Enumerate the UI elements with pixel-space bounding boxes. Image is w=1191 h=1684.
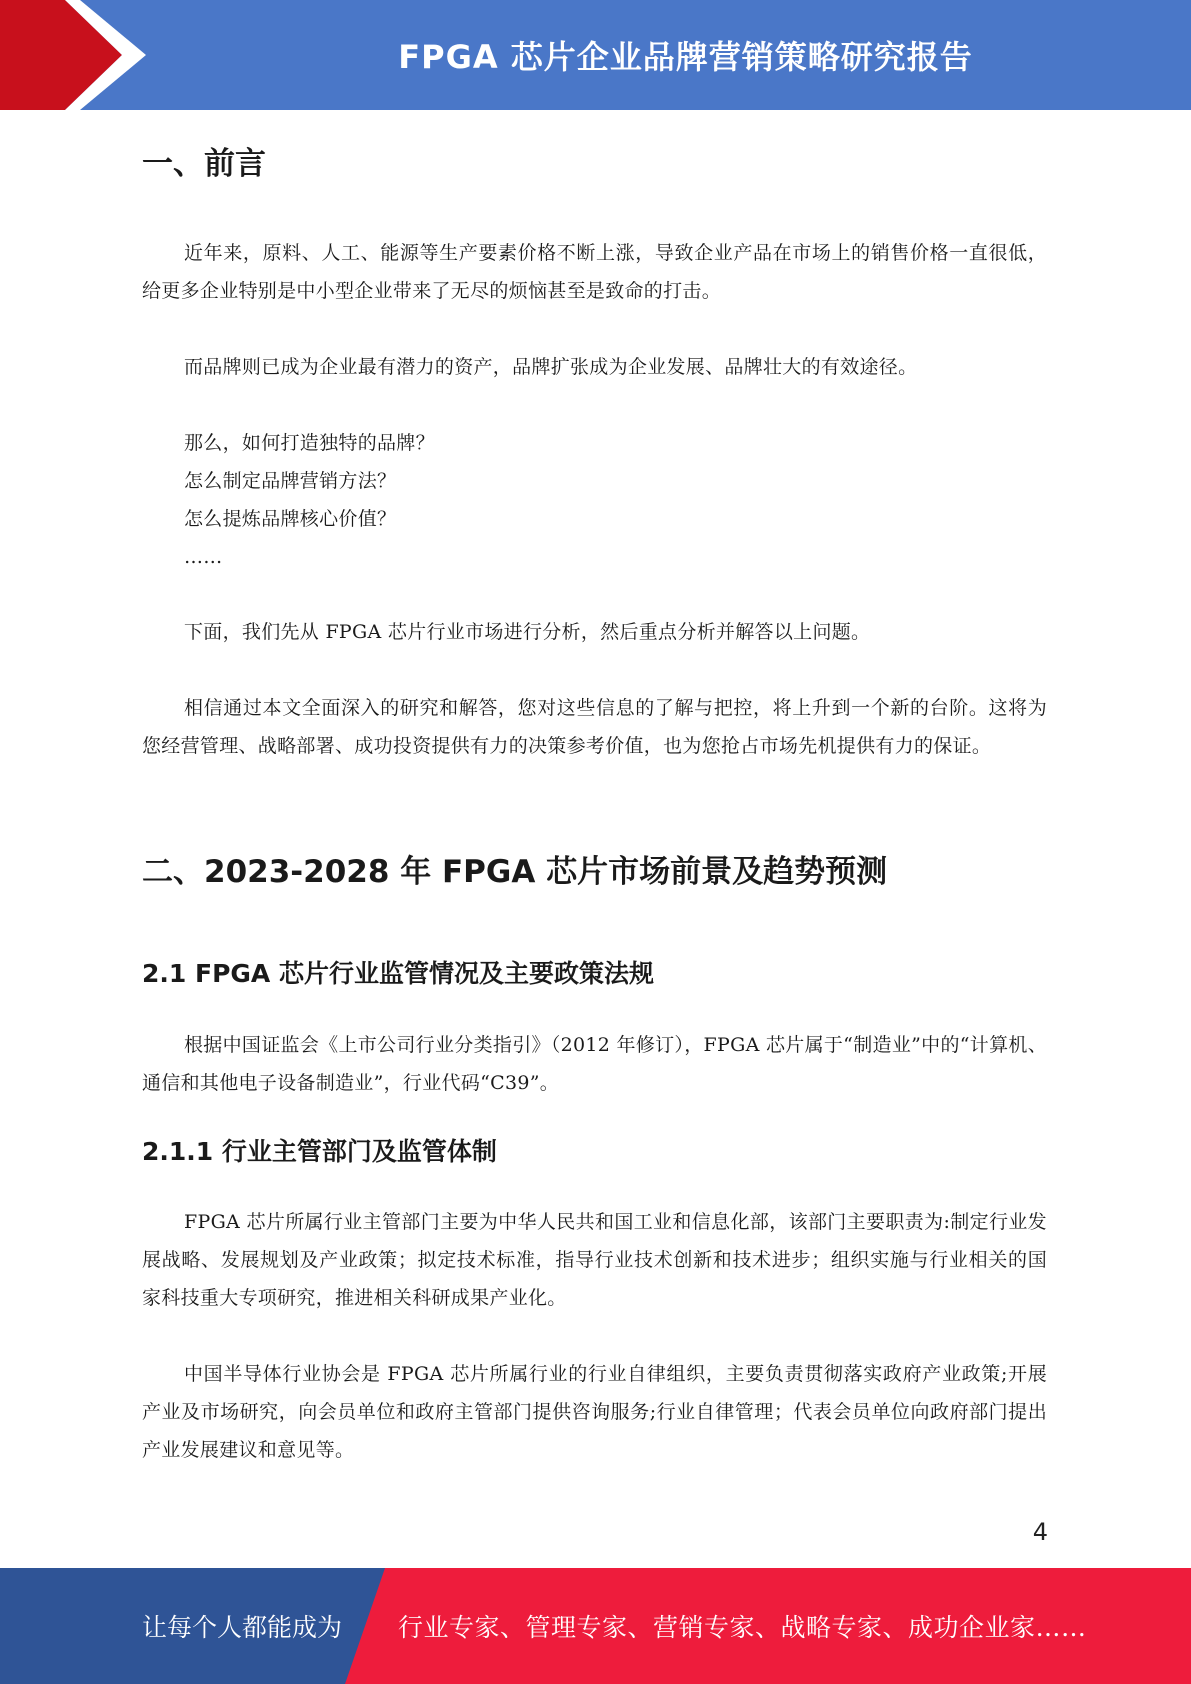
paragraph: FPGA 芯片所属行业主管部门主要为中华人民共和国工业和信息化部，该部门主要职责为:制定行业发展战略、发展规划及产业政策；拟定技术标准，指导行业技术创新和技术进步；组织实施与行业相关的国家科技重大专项研究，推进相关科研成果产业化。 [142, 1211, 1047, 1309]
subsection-heading-authority: 2.1.1 行业主管部门及监管体制 [142, 1137, 497, 1166]
report-title: FPGA 芯片企业品牌营销策略研究报告 [398, 38, 973, 76]
question-item: …… [184, 546, 223, 568]
question-item: 怎么制定品牌营销方法？ [184, 470, 397, 492]
question-item: 那么，如何打造独特的品牌？ [184, 432, 435, 454]
footer-slogan-left: 让每个人都能成为 [142, 1613, 343, 1642]
paragraph: 根据中国证监会《上市公司行业分类指引》（2012 年修订），FPGA 芯片属于“制造业”中的“计算机、通信和其他电子设备制造业”，行业代码“C39”。 [142, 1034, 1047, 1094]
paragraph: 相信通过本文全面深入的研究和解答，您对这些信息的了解与把控，将上升到一个新的台阶。这将为您经营管理、战略部署、成功投资提供有力的决策参考价值，也为您抢占市场先机提供有力的保证。 [142, 697, 1047, 757]
section-heading-forecast: 二、2023-2028 年 FPGA 芯片市场前景及趋势预测 [142, 854, 888, 890]
question-item: 怎么提炼品牌核心价值？ [184, 508, 397, 530]
paragraph: 近年来，原料、人工、能源等生产要素价格不断上涨，导致企业产品在市场上的销售价格一直很低，给更多企业特别是中小型企业带来了无尽的烦恼甚至是致命的打击。 [142, 242, 1047, 302]
footer-slogan-right: 行业专家、管理专家、营销专家、战略专家、成功企业家…… [398, 1613, 1087, 1642]
page-number: 4 [1032, 1518, 1048, 1546]
section-heading-preface: 一、前言 [142, 146, 266, 182]
paragraph: 中国半导体行业协会是 FPGA 芯片所属行业的行业自律组织，主要负责贯彻落实政府产业政策;开展产业及市场研究，向会员单位和政府主管部门提供咨询服务;行业自律管理；代表会员单位向政府部门提出产业发展建议和意见等。 [142, 1363, 1047, 1461]
page-header [0, 0, 1191, 110]
page-footer [0, 1568, 1191, 1684]
question-list [142, 424, 1089, 576]
paragraph: 而品牌则已成为企业最有潜力的资产，品牌扩张成为企业发展、品牌壮大的有效途径。 [184, 356, 918, 378]
subsection-heading-regulation: 2.1 FPGA 芯片行业监管情况及主要政策法规 [142, 959, 654, 988]
header-red-chevron [0, 0, 160, 110]
paragraph: 下面，我们先从 FPGA 芯片行业市场进行分析，然后重点分析并解答以上问题。 [184, 621, 871, 643]
